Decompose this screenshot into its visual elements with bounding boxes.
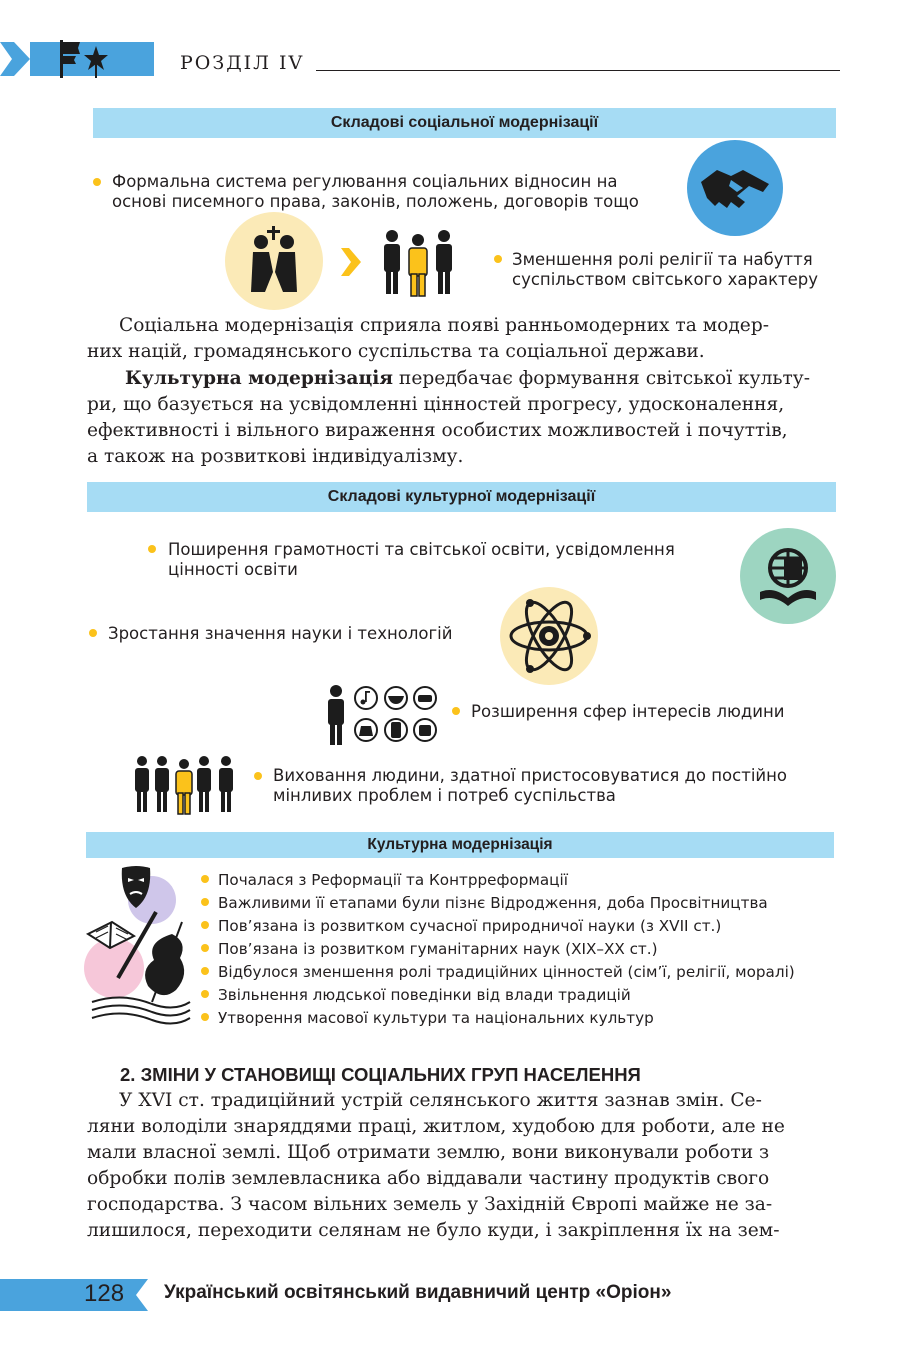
bullet-dot xyxy=(201,944,209,952)
social-item-1: Формальна система регулювання соціальних відносин на основі писемного права, законів, положень, договорів тощо xyxy=(112,172,639,211)
bullet-dot xyxy=(148,545,156,553)
list-item: Пов’язана із розвитком гуманітарних наук (XIX–XX ст.) xyxy=(218,940,658,958)
bold-term: Культурна модернізація xyxy=(125,368,394,389)
bullet-dot xyxy=(201,875,209,883)
list-item: Почалася з Реформації та Контрреформації xyxy=(218,871,568,889)
section-label: РОЗДІЛ IV xyxy=(180,52,305,74)
cultural-item-2: Зростання значення науки і технологій xyxy=(108,624,453,643)
bullet-dot xyxy=(201,967,209,975)
praying-couple-icon xyxy=(225,212,323,310)
section-heading: 2. ЗМІНИ У СТАНОВИЩІ СОЦІАЛЬНИХ ГРУП НАСЕЛЕННЯ xyxy=(120,1064,641,1085)
cultural-item-3: Розширення сфер інтересів людини xyxy=(471,702,785,721)
paragraph-peasants: У XVI ст. традиційний устрій селянського життя зазнав змін. Се- ляни володіли знаряддями праці, житлом, худобою для роботи, але не мали власної землі. Щоб отримати землю, вони виконували роботи з обробки полів землевласника або віддавали частину продуктів свого господарства. З часом вільних земель у Західній Європі майже не за- лишилося, переходити селянам не було куди, і закріплення їх на зем- xyxy=(87,1090,785,1241)
footer-chevron-icon xyxy=(130,1279,150,1311)
list-item: Звільнення людської поведінки від влади традицій xyxy=(218,986,631,1004)
publisher-name: Український освітянський видавничий центр «Оріон» xyxy=(164,1282,672,1303)
bullet-dot xyxy=(254,772,262,780)
bullet-dot xyxy=(494,255,502,263)
flag-emblem-icon xyxy=(56,38,116,80)
social-item-2: Зменшення ролі релігії та набуття суспільством світського характеру xyxy=(512,250,819,289)
paragraph-social: Соціальна модернізація сприяла появі ранньомодерних та модер- них націй, громадянського суспільства та соціальної держави. xyxy=(87,315,770,362)
list-item: Утворення масової культури та національних культур xyxy=(218,1009,654,1027)
list-item: Відбулося зменшення ролі традиційних цінностей (сім’ї, релігії, моралі) xyxy=(218,963,795,981)
people-group-icon xyxy=(380,228,456,298)
atom-gear-icon xyxy=(500,587,598,685)
list-item: Пов’язана із розвитком сучасної природничої науки (з XVII ст.) xyxy=(218,917,722,935)
paragraph-cultural: Культурна модернізація передбачає формування світської культу- ри, що базується на усвідомленні цінностей прогресу, удосконалення, ефективності і вільного вираження особистих можливостей і почуттів, а також на розвиткові індивідуалізму. xyxy=(87,368,811,467)
bullet-dot xyxy=(93,178,101,186)
cultural-item-4: Виховання людини, здатної пристосовуватися до постійно мінливих проблем і потреб суспільства xyxy=(273,766,788,805)
handshake-icon xyxy=(687,140,783,236)
globe-book-icon xyxy=(740,528,836,624)
social-heading: Складові соціальної модернізації xyxy=(93,108,836,138)
person-interests-icon xyxy=(324,684,442,746)
bullet-dot xyxy=(201,1013,209,1021)
cultural-item-1: Поширення грамотності та світської освіти, усвідомлення цінності освіти xyxy=(168,540,675,579)
header-arrow-icon xyxy=(0,42,30,76)
arts-collage-icon xyxy=(82,862,194,1028)
crowd-icon xyxy=(133,754,237,816)
bullet-dot xyxy=(452,707,460,715)
bullet-dot xyxy=(201,898,209,906)
page-number: 128 xyxy=(84,1280,125,1307)
bullet-dot xyxy=(201,921,209,929)
arrow-right-icon xyxy=(341,248,361,276)
cultural-heading: Складові культурної модернізації xyxy=(87,482,836,512)
bullet-dot xyxy=(89,629,97,637)
header-rule xyxy=(316,70,840,71)
list-item: Важливими її етапами були пізнє Відродження, доба Просвітництва xyxy=(218,894,768,912)
bullet-dot xyxy=(201,990,209,998)
culture-list-heading: Культурна модернізація xyxy=(86,832,834,858)
